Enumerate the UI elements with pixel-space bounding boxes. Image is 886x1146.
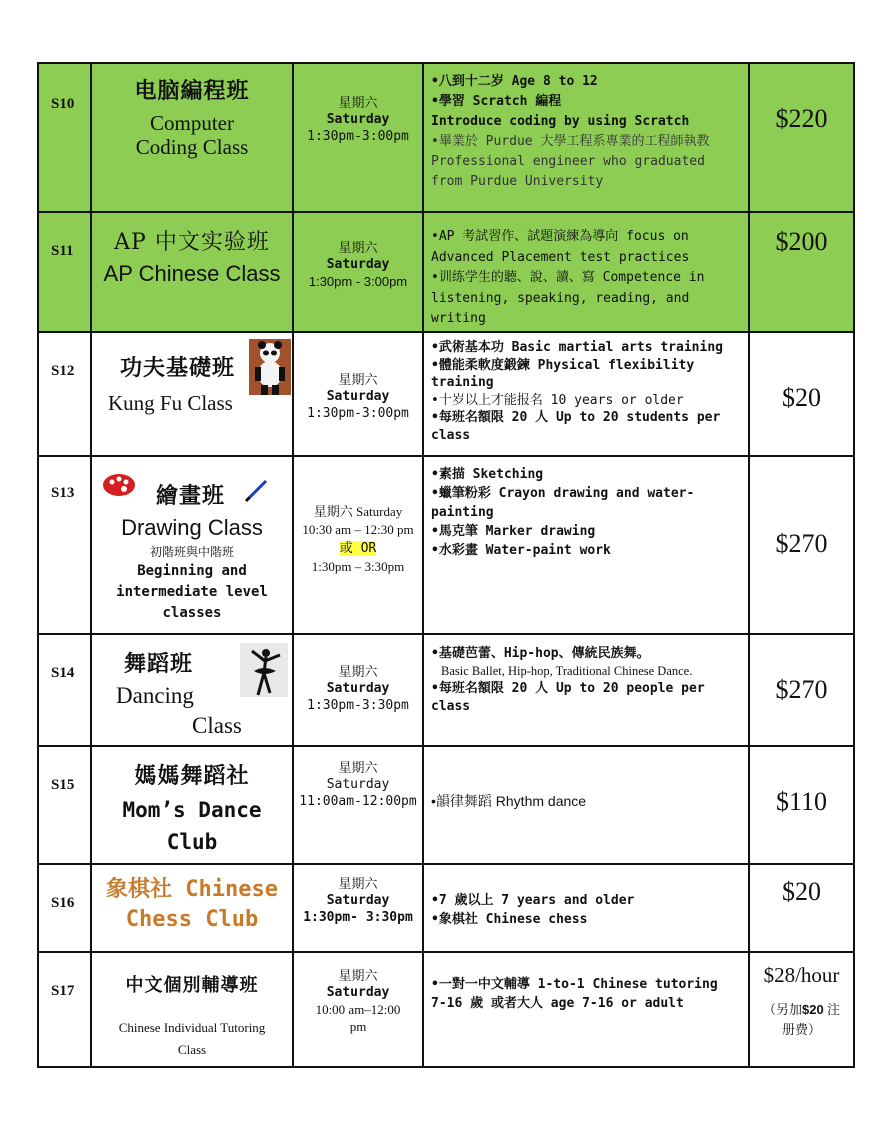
course-code: S11 [38,212,91,332]
course-price: $200 [749,212,854,332]
time-range: 10:00 am–12:00 pm [315,1002,401,1034]
desc-line: •體能柔軟度鍛鍊 Physical flexibility [431,357,695,373]
time-range: 1:30pm – 3:30pm [311,559,405,574]
time-range: 1:30pm-3:00pm [307,129,409,144]
course-description [423,212,749,332]
paintbrush-icon [244,479,268,503]
course-time [293,63,423,212]
kung-fu-panda-image [249,339,291,395]
desc-line: training [431,375,494,390]
table-row [38,634,854,746]
day-en: Saturday [326,112,390,127]
course-name-en: Class [192,713,242,738]
course-table [37,62,855,1068]
desc-line: •每班名額限 20 人 Up to 20 students per [431,410,721,425]
day-en: Saturday [326,681,390,696]
or-label: 或 OR [339,541,377,556]
course-description [423,952,749,1067]
table-row [38,63,854,212]
day-en: Saturday [326,985,390,1000]
course-name [91,63,293,212]
desc-line: •水彩畫 Water-paint work [431,543,611,558]
course-description [423,456,749,634]
time-range: 1:30pm-3:30pm [307,698,409,713]
day-zh: 星期六 [338,95,378,110]
desc-line: •7 歲以上 7 years and older [431,893,635,908]
course-code: S14 [38,634,91,746]
course-code: S15 [38,746,91,864]
course-name-en: Computer Coding Class [135,111,249,159]
course-time [293,864,423,952]
course-name [91,456,293,634]
course-price [749,952,854,1067]
course-name-zh: 中文個別輔導班 [125,975,259,996]
course-price: $20 [749,864,854,952]
course-time [293,456,423,634]
course-name-zh: 繪畫班 [156,483,226,509]
desc-line: painting [431,505,494,520]
time-range: 11:00am-12:00pm [299,794,417,809]
day-zh: 星期六 [338,968,378,983]
desc-line: •基礎芭蕾、Hip-hop、傳統民族舞。 [431,646,650,661]
course-name-zh: 功夫基礎班 [120,355,236,381]
desc-line: •一對一中文輔導 1-to-1 Chinese tutoring [431,977,718,992]
day-zh: 星期六 [338,372,378,387]
table-row [38,864,854,952]
course-price: $270 [749,634,854,746]
desc-line: •武術基本功 Basic martial arts training [431,340,723,355]
desc-line: •象棋社 Chinese chess [431,912,588,927]
ballet-dancer-image [240,643,288,697]
course-name: 象棋社 Chinese Chess Club [106,877,278,932]
day-zh: 星期六 Saturday [313,504,403,519]
table-row [38,212,854,332]
course-description [423,864,749,952]
course-description [423,63,749,212]
course-description [423,634,749,746]
course-time [293,746,423,864]
desc-line: class [431,427,471,443]
day-en: Saturday [326,893,390,908]
paint-palette-icon [102,473,136,497]
course-name [91,952,293,1067]
time-range: 1:30pm-3:00pm [307,406,409,421]
course-name [91,332,293,456]
price-note: （另加$20 注册费） [763,1002,840,1037]
desc-line: •學習 Scratch 編程 [431,94,562,109]
course-name-en: Drawing Class [121,515,263,540]
course-name-zh: AP 中文实验班 [114,230,270,255]
desc-line: Professional engineer who graduated [431,154,705,169]
desc-line: •馬克筆 Marker drawing [431,524,596,539]
desc-line: writing [431,311,486,326]
price-value: $28/hour [763,963,840,987]
desc-line: from Purdue University [431,174,604,189]
desc-line: •畢業於 Purdue 大學工程系專業的工程師執教 [431,134,710,149]
course-time [293,952,423,1067]
course-name-zh: 媽媽舞蹈社 [134,763,250,789]
course-code: S16 [38,864,91,952]
desc-line: •蠟筆粉彩 Crayon drawing and water- [431,486,695,501]
course-code: S10 [38,63,91,212]
desc-line: Introduce coding by using Scratch [431,114,690,129]
desc-line: Basic Ballet, Hip-hop, Traditional Chinese Dance. [441,663,693,678]
course-name [91,864,293,952]
course-subtitle-zh: 初階班與中階班 [149,545,234,559]
time-range: 10:30 am – 12:30 pm [302,522,414,537]
time-range: 1:30pm- 3:30pm [303,910,413,925]
course-price: $20 [749,332,854,456]
course-time [293,634,423,746]
day-zh: 星期六 [338,664,378,679]
table-row [38,952,854,1067]
course-name-en: AP Chinese Class [103,261,281,286]
course-name-zh: 舞蹈班 [124,651,194,677]
day-zh: 星期六 [338,760,378,775]
course-subtitle-en: Beginning and intermediate level classes [116,563,268,621]
course-code: S12 [38,332,91,456]
course-description [423,746,749,864]
time-range: 1:30pm - 3:00pm [308,274,408,289]
course-name [91,746,293,864]
course-description [423,332,749,456]
desc-line: •训练学生的聽、說、讀、寫 Competence in [431,270,705,285]
course-name-en: Chinese Individual Tutoring Class [118,1020,266,1057]
desc-line: •韻律舞蹈 Rhythm dance [431,793,587,809]
day-en: Saturday [326,257,390,272]
table-row [38,456,854,634]
desc-line: Advanced Placement test practices [431,249,690,265]
course-name-zh: 电脑編程班 [134,78,250,104]
course-price: $220 [749,63,854,212]
course-name [91,634,293,746]
course-code: S17 [38,952,91,1067]
desc-line: •AP 考試習作、試題演練為導向 focus on [431,229,689,244]
day-zh: 星期六 [338,240,378,255]
course-time [293,212,423,332]
day-en: Saturday [326,777,390,792]
course-name-en: Dancing [116,683,194,708]
table-row [38,746,854,864]
day-zh: 星期六 [338,876,378,891]
table-row [38,332,854,456]
course-name-en: Kung Fu Class [108,391,233,415]
desc-line: •素描 Sketching [431,467,544,482]
course-name-en: Mom’s Dance Club [122,798,262,854]
desc-line: •每班名額限 20 人 Up to 20 people per [431,681,705,696]
course-name [91,212,293,332]
desc-line: •十岁以上才能报名 10 years or older [431,392,684,408]
desc-line: 7-16 歲 或者大人 age 7-16 or adult [431,996,684,1011]
course-price: $270 [749,456,854,634]
course-code: S13 [38,456,91,634]
course-time [293,332,423,456]
course-price: $110 [749,746,854,864]
desc-line: class [431,698,471,714]
desc-line: •八到十二岁 Age 8 to 12 [431,74,598,89]
day-en: Saturday [326,389,390,404]
desc-line: listening, speaking, reading, and [431,290,690,306]
